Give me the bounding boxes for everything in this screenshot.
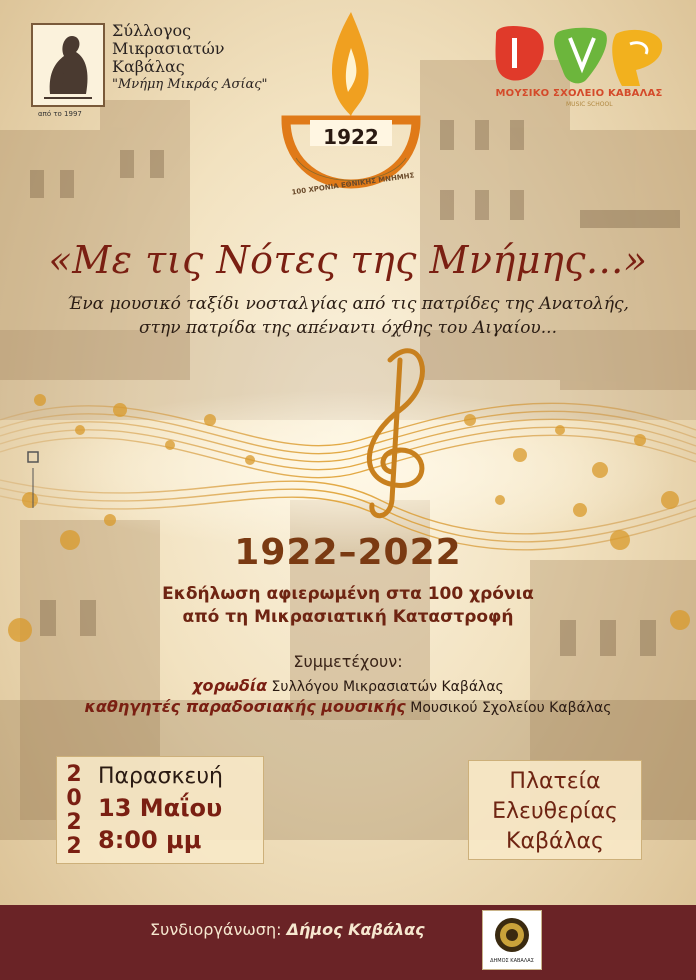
event-day: Παρασκευή — [98, 764, 223, 789]
venue-line-3: Καβάλας — [506, 829, 604, 854]
footer-bar — [0, 905, 696, 980]
subtitle-line-2: στην πατρίδα της απέναντι όχθης του Αιγαίου... — [139, 318, 557, 338]
participants-heading: Συμμετέχουν: — [293, 652, 403, 671]
participant-teachers — [0, 697, 696, 716]
venue-line-1: Πλατεία — [509, 769, 601, 794]
year-digit: 0 — [66, 786, 82, 811]
event-time: 8:00 μμ — [98, 826, 202, 854]
music-school-name: ΜΟΥΣΙΚΟ ΣΧΟΛΕΙΟ ΚΑΒΑΛΑΣ — [495, 88, 663, 99]
candle-emblem-icon — [276, 8, 426, 198]
participant-choir — [0, 676, 696, 695]
municipality-emblem-icon — [483, 911, 541, 957]
association-name — [112, 22, 282, 94]
event-date: 13 Μαΐου — [98, 794, 223, 822]
co-organizer-label: Συνδιοργάνωση: — [150, 920, 287, 939]
municipality-logo — [482, 910, 542, 970]
music-school-name-en: MUSIC SCHOOL — [566, 101, 613, 108]
vertical-year — [62, 764, 86, 858]
music-school-logo — [490, 24, 666, 90]
co-organizer-name: Δήμος Καβάλας — [286, 920, 425, 939]
participant-choir-text: Συλλόγου Μικρασιατών Καβάλας — [267, 679, 504, 695]
year-digit: 2 — [66, 762, 82, 787]
event-description-line-2: από τη Μικρασιατική Καταστροφή — [182, 607, 514, 627]
event-description-line-1: Εκδήλωση αφιερωμένη στα 100 χρόνια — [162, 584, 534, 604]
year-digit: 2 — [66, 810, 82, 835]
association-since: από το 1997 — [38, 110, 82, 118]
venue-line-2: Ελευθερίας — [492, 799, 618, 824]
event-title: «Με τις Νότες της Μνήμης...» — [48, 238, 648, 282]
emblem-year: 1922 — [323, 125, 379, 149]
association-motto: "Μνήμη Μικράς Ασίας" — [112, 77, 268, 92]
municipality-logo-caption: ΔΗΜΟΣ ΚΑΒΑΛΑΣ — [490, 958, 534, 964]
venue-box — [468, 760, 642, 860]
association-name-line3: Καβάλας — [112, 57, 185, 76]
association-logo — [30, 22, 106, 108]
participant-choir-emphasis: χορωδία — [192, 676, 268, 695]
association-name-line2: Μικρασιατών — [112, 39, 225, 58]
emblem-ring-text: 100 ΧΡΟΝΙΑ ΕΘΝΙΚΗΣ ΜΝΗΜΗΣ — [291, 171, 415, 197]
participant-teachers-emphasis: καθηγητές παραδοσιακής μουσικής — [84, 697, 406, 716]
subtitle-line-1: Ένα μουσικό ταξίδι νοσταλγίας από τις πατρίδες της Ανατολής, — [67, 294, 629, 314]
co-organizer — [150, 920, 425, 939]
years-heading: 1922–2022 — [234, 532, 462, 573]
participant-teachers-text: Μουσικού Σχολείου Καβάλας — [405, 700, 612, 716]
year-digit: 2 — [66, 834, 82, 859]
designer-credit-icon — [26, 450, 40, 510]
association-name-line1: Σύλλογος — [112, 21, 192, 40]
